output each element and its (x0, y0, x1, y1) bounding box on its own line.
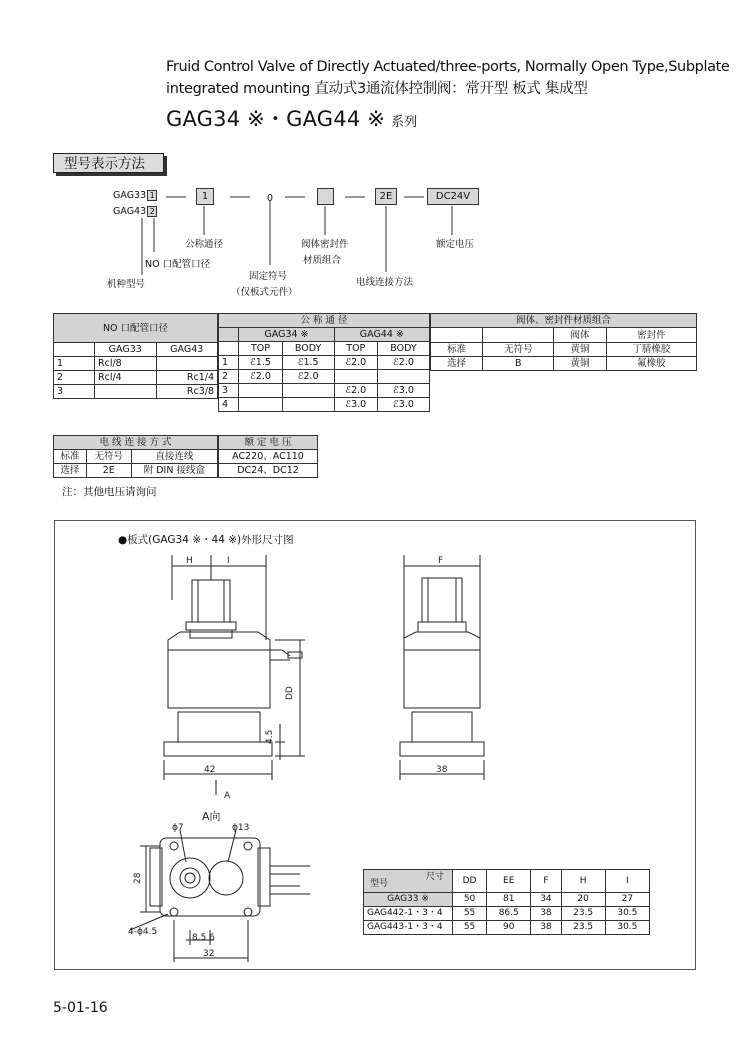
table-row: 4 ℰ3.0 ℰ3.0 (219, 398, 430, 412)
table-wire: 电 线 连 接 方 式 标准 无符号 直接连线 选择 2E 附 DIN 接线盒 (53, 435, 218, 478)
table-row: GAG442-1・3・4 55 86.5 38 23.5 30.5 (364, 907, 650, 921)
table-dimensions: 尺寸 型号 DD EE F H I GAG33 ※ 50 81 34 20 27 GAG442-1・3・4 55 86.5 38 23.5 30.5 GAG443-1・3・4 55 90 38 23.5 30.5 (363, 869, 650, 935)
table-row: 选择 2E 附 DIN 接线盒 (54, 464, 218, 478)
table-row: 1 Rcl/8 (54, 357, 218, 371)
table-no-port: NO 口配管口径 GAG33 GAG43 1 Rcl/8 2 Rcl/4 Rc1/4 3 Rc3/8 (53, 313, 218, 399)
label-wire-method: 电线连接方法 (356, 277, 414, 288)
drawing-title: ●板式(GAG34 ※・44 ※)外形尺寸图 (118, 534, 294, 546)
table-row: GAG33 GAG43 (54, 343, 218, 357)
label-body-seal: 阀体密封件 (301, 239, 349, 250)
table-row: 选择 B 黄铜 氟橡胶 (431, 357, 697, 371)
table-row: 3 ℰ2.0 ℰ3.0 (219, 384, 430, 398)
table-voltage: 额 定 电 压 AC220、AC110 DC24、DC12 (218, 435, 318, 478)
table-nominal-diameter: 公 称 通 径 GAG34 ※ GAG44 ※ TOP BODY TOP BODY 1 ℰ1.5 ℰ1.5 ℰ2.0 ℰ2.0 2 ℰ2.0 ℰ2.0 3 ℰ2.0 ℰ3.0 4 ℰ3.0 ℰ3.0 (218, 313, 430, 412)
section-heading: 型号表示方法 (53, 153, 164, 173)
label-plate-only: （仅板式元件） (231, 287, 298, 298)
table-row: 标准 无符号 直接连线 (54, 450, 218, 464)
dim-h: H (186, 556, 193, 566)
code-gag43: GAG43 2 (113, 206, 157, 217)
dim-i: I (227, 556, 230, 566)
title-line1: Fruid Control Valve of Directly Actuated/three-ports, Normally Open Type,Subplate (166, 59, 730, 75)
table-row: 标准 无符号 黄铜 丁腈橡胶 (431, 343, 697, 357)
box-voltage: DC24V (427, 188, 479, 205)
dim-32: 32 (203, 949, 215, 959)
table-row: GAG443-1・3・4 55 90 38 23.5 30.5 (364, 921, 650, 935)
table-row: 3 Rc3/8 (54, 385, 218, 399)
label-rated-voltage: 额定电压 (436, 239, 475, 250)
dim-f: F (438, 556, 444, 566)
box-wire: 2E (375, 188, 397, 205)
table-corner: 尺寸 型号 (364, 870, 453, 893)
dim-phi13: ϕ13 (232, 823, 250, 833)
table-row: 2 ℰ2.0 ℰ2.0 (219, 370, 430, 384)
dim-dd: DD (285, 686, 295, 700)
dim-28: 28 (133, 872, 143, 884)
note: 注：其他电压请询问 (62, 486, 157, 498)
dim-holes: 4-ϕ4.5 (128, 927, 158, 937)
dim-8-5-6: 8.5 6 (192, 933, 215, 943)
box-fixed: 0 (267, 193, 274, 204)
label-material-combo: 材质组合 (303, 255, 342, 266)
dim-phi7: ϕ7 (172, 823, 184, 833)
dim-42: 42 (204, 765, 216, 775)
table-row: AC220、AC110 (219, 450, 318, 464)
table-row: GAG33 ※ 50 81 34 20 27 (364, 893, 650, 907)
arrow-a-label: A (224, 791, 231, 801)
label-no-port: NO 口配管口径 (145, 259, 211, 270)
table-material: 阀体、密封件材质组合 阀体 密封件 标准 无符号 黄铜 丁腈橡胶 选择 B 黄铜 氟橡胶 (430, 313, 697, 371)
label-fixed-symbol: 固定符号 (249, 271, 288, 282)
code-gag33: GAG33 1 (113, 190, 157, 201)
table-row: DC24、DC12 (219, 464, 318, 478)
box-diameter: 1 (196, 188, 214, 205)
dim-4-5: 4.5 (265, 729, 275, 744)
table-row: 1 ℰ1.5 ℰ1.5 ℰ2.0 ℰ2.0 (219, 356, 430, 370)
dim-38: 38 (436, 765, 448, 775)
label-nominal-diameter: 公称通径 (185, 239, 224, 250)
title-line2: integrated mounting 直动式3通流体控制阀：常开型 板式 集成型 (166, 81, 588, 97)
model-name: GAG34 ※・GAG44 ※ (166, 107, 386, 131)
page-number: 5-01-16 (53, 1000, 108, 1016)
label-model-type: 机种型号 (107, 279, 146, 290)
series-label: 系列 (391, 115, 418, 130)
view-a-label: A向 (202, 810, 221, 823)
table-row: 2 Rcl/4 Rc1/4 (54, 371, 218, 385)
